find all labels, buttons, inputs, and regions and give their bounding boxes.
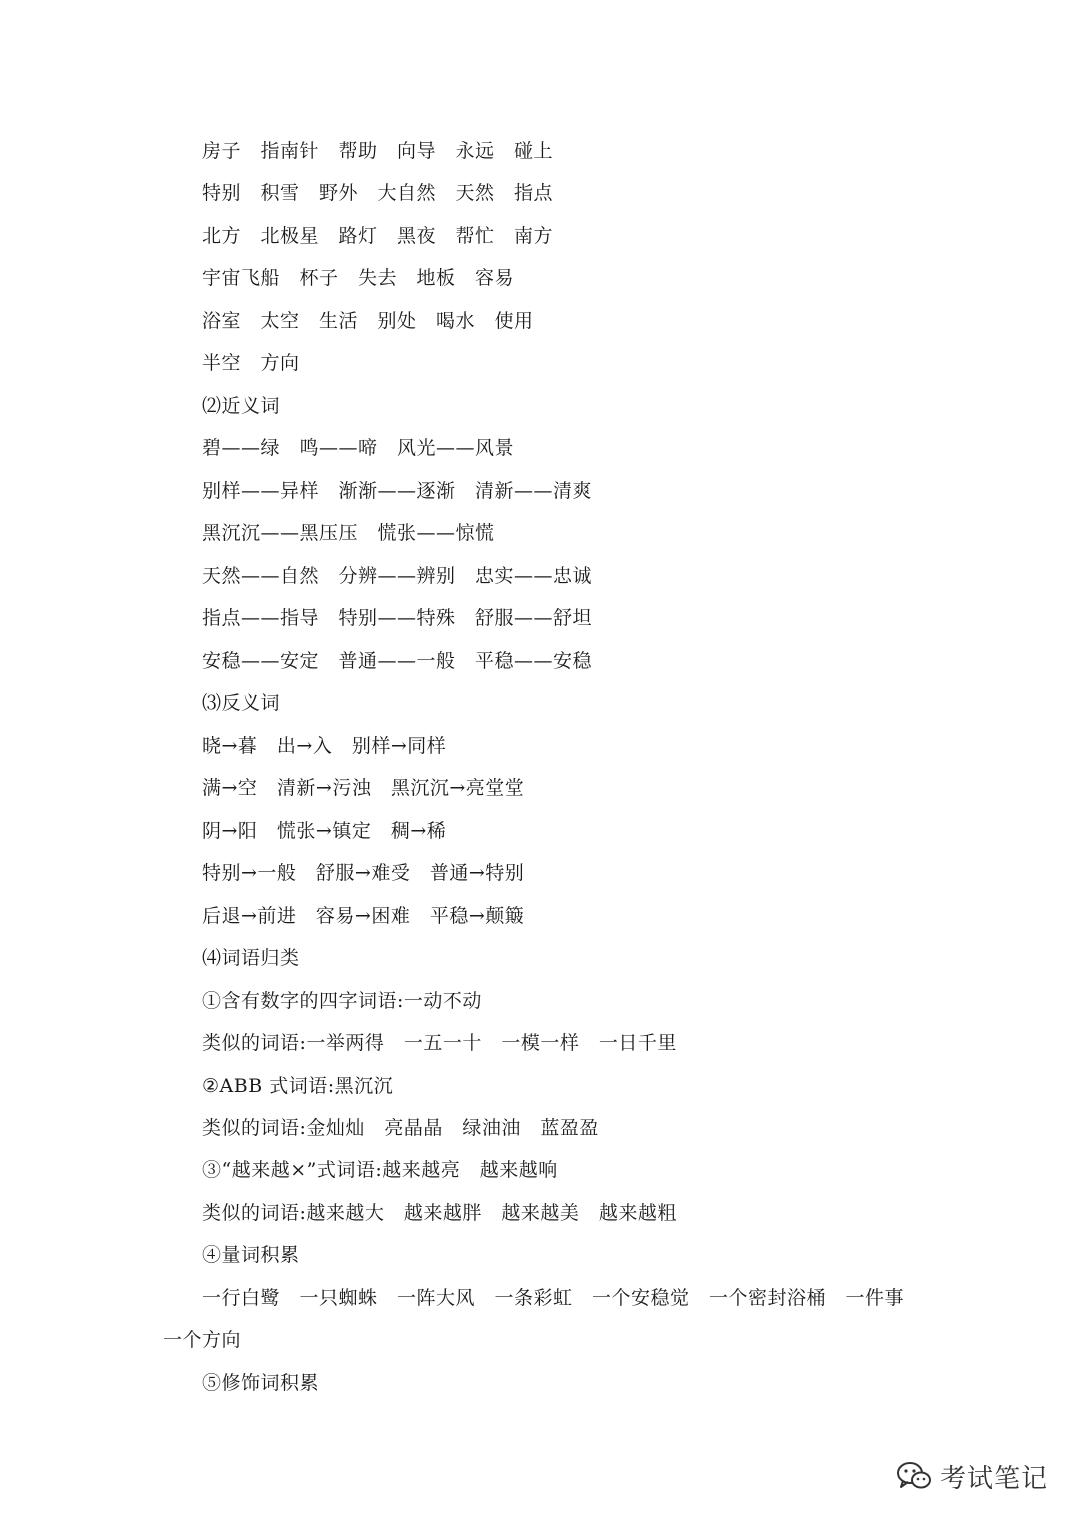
section-heading: ⑶反义词: [202, 692, 281, 714]
text-line: ④量词积累: [202, 1244, 300, 1266]
text-line: 类似的词语:越来越大 越来越胖 越来越美 越来越粗: [202, 1202, 677, 1224]
text-line: 一个方向: [163, 1329, 242, 1351]
text-line: 半空 方向: [202, 352, 300, 374]
text-line: 特别 积雪 野外 大自然 天然 指点: [202, 182, 554, 204]
text-line: 类似的词语:一举两得 一五一十 一模一样 一日千里: [202, 1032, 677, 1054]
text-line: 浴室 太空 生活 别处 喝水 使用: [202, 310, 534, 332]
text-line: ①含有数字的四字词语:一动不动: [202, 990, 482, 1012]
watermark-text: 考试笔记: [940, 1463, 1049, 1494]
text-line: 阴→阳 慌张→镇定 稠→稀: [202, 820, 447, 842]
text-line: 满→空 清新→污浊 黑沉沉→亮堂堂: [202, 777, 525, 799]
text-line: 天然——自然 分辨——辨别 忠实——忠诚: [202, 565, 593, 587]
text-line: ③“越来越×”式词语:越来越亮 越来越响: [202, 1159, 558, 1181]
section-heading: ⑵近义词: [202, 395, 281, 417]
section-heading: ⑷词语归类: [202, 947, 300, 969]
text-line: 宇宙飞船 杯子 失去 地板 容易: [202, 267, 515, 289]
text-line: 北方 北极星 路灯 黑夜 帮忙 南方: [202, 225, 554, 247]
text-line: 指点——指导 特别——特殊 舒服——舒坦: [202, 607, 593, 629]
text-line: 安稳——安定 普通——一般 平稳——安稳: [202, 650, 593, 672]
text-line: ⑤修饰词积累: [202, 1372, 320, 1394]
text-line: ②ABB 式词语:黑沉沉: [202, 1075, 394, 1097]
wechat-icon: [896, 1460, 932, 1492]
text-line: 房子 指南针 帮助 向导 永远 碰上: [202, 140, 554, 162]
text-line: 一行白鹭 一只蜘蛛 一阵大风 一条彩虹 一个安稳觉 一个密封浴桶 一件事: [202, 1287, 905, 1309]
text-line: 特别→一般 舒服→难受 普通→特别: [202, 862, 525, 884]
watermark: [896, 1456, 1048, 1496]
text-line: 后退→前进 容易→困难 平稳→颠簸: [202, 905, 525, 927]
text-line: 晓→暮 出→入 别样→同样: [202, 735, 447, 757]
text-line: 黑沉沉——黑压压 慌张——惊慌: [202, 522, 495, 544]
text-line: 碧——绿 鸣——啼 风光——风景: [202, 437, 515, 459]
text-line: 类似的词语:金灿灿 亮晶晶 绿油油 蓝盈盈: [202, 1117, 599, 1139]
text-line: 别样——异样 渐渐——逐渐 清新——清爽: [202, 480, 593, 502]
